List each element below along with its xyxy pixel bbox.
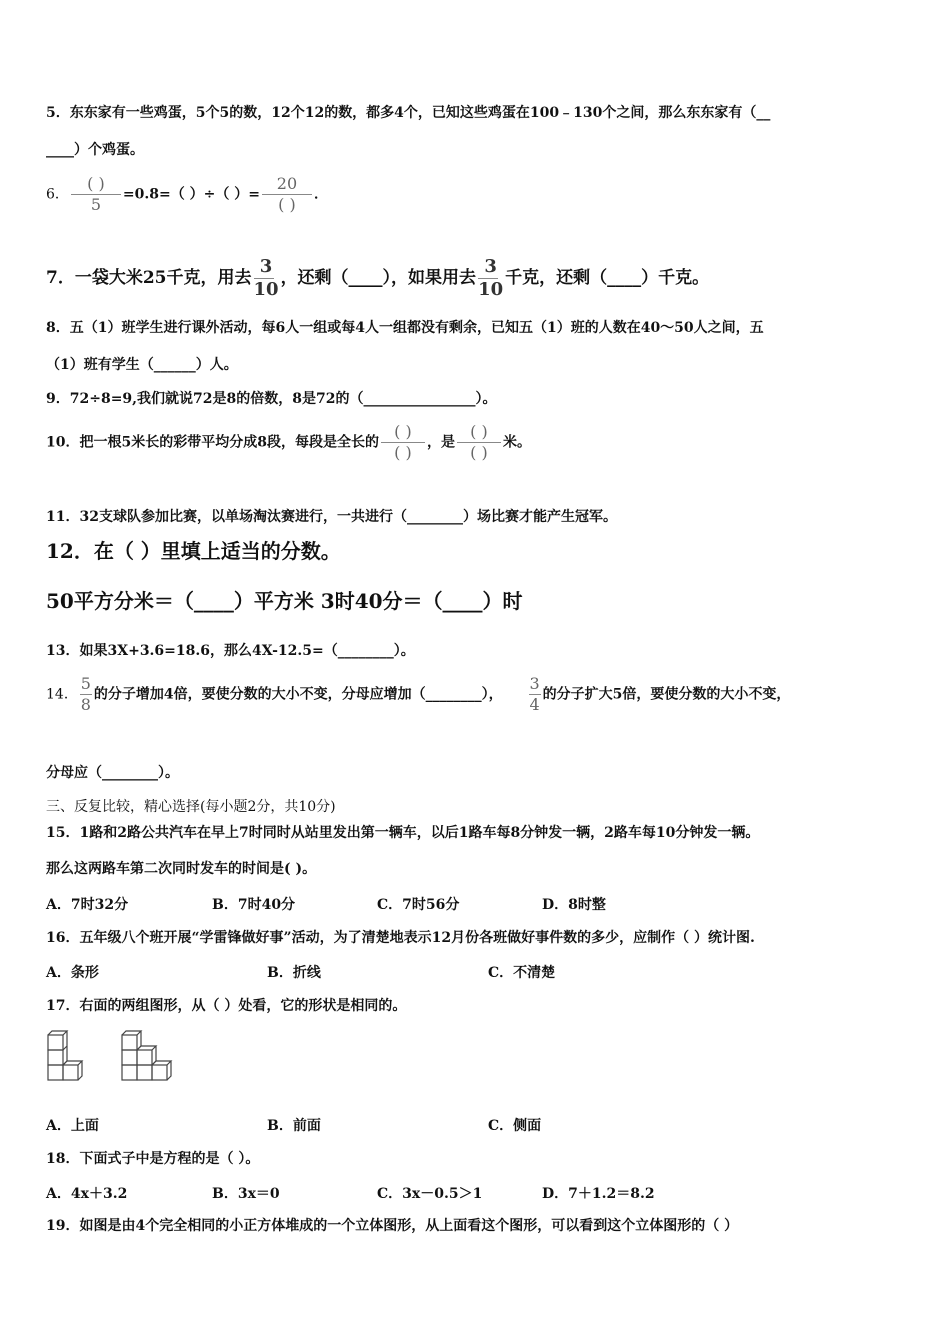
q14-text-b: 的分子扩大5倍，要使分数的大小不变， [542,686,791,703]
q16-option-b[interactable]: B．折线 [267,965,321,981]
q9: 9．72÷8=9,我们就说72是8的倍数，8是72的（________________）。 [46,391,497,407]
q5-line1: 5．东东家有一些鸡蛋，5个5的数，12个12的数，都多4个，已知这些鸡蛋在100﹣130个之间，那么东东家有（__ [46,105,771,121]
q5-line2: ____）个鸡蛋。 [46,142,144,158]
q10-text-a: 10．把一根5米长的彩带平均分成8段，每段是全长的 [46,434,379,451]
q8-line1: 8．五（1）班学生进行课外活动，每6人一组或每4人一组都没有剩余，已知五（1）班的人数在40～50人之间，五 [46,320,764,336]
q11: 11．32支球队参加比赛，以单场淘汰赛进行，一共进行（________）场比赛才能产生冠军。 [46,509,617,525]
q14-line2: 分母应（________）。 [46,765,179,781]
q14-f1-denominator: 8 [80,695,91,714]
q17-option-b[interactable]: B．前面 [267,1118,321,1134]
q6-f2-numerator: 20 [276,174,298,193]
q10-f2-numerator: ( ) [470,422,488,441]
q10 [46,424,531,461]
q7 [46,258,709,299]
q14-f1-numerator: 5 [80,674,91,693]
right-cube-group [122,1031,171,1080]
q18-option-a[interactable]: A．4x＋3.2 [46,1186,128,1202]
section-3-heading: 三、反复比较，精心选择(每小题2分，共10分) [46,799,336,815]
q10-f1-numerator: ( ) [394,422,412,441]
q7-f1-numerator: 3 [259,256,273,277]
q10-text-b: ，是 [426,434,455,451]
q16-option-c[interactable]: C．不清楚 [488,965,556,981]
q6-f2-denominator: ( ) [278,195,296,214]
q6-fraction-2 [262,176,312,213]
q18-option-c[interactable]: C．3x－0.5＞1 [377,1186,483,1202]
q18-option-d[interactable]: D．7＋1.2＝8.2 [542,1186,655,1202]
q19: 19．如图是由4个完全相同的小正方体堆成的一个立体图形，从上面看这个图形，可以看到这个立体图形的（ ） [46,1218,739,1234]
q13: 13．如果3X+3.6=18.6，那么4X-12.5=（________）。 [46,643,415,659]
q6-f1-denominator: 5 [90,195,102,214]
q18-option-b[interactable]: B．3x＝0 [212,1186,280,1202]
q7-f2-numerator: 3 [484,256,497,277]
q7-text-b: ，还剩（____），如果用去 [280,268,477,288]
q15-option-a[interactable]: A．7时32分 [46,897,129,913]
q7-text-a: 7．一袋大米25千克，用去 [46,268,252,288]
q17-option-c[interactable]: C．侧面 [488,1118,542,1134]
q6-f1-numerator: ( ) [87,174,105,193]
q17-cube-figures [46,1030,176,1082]
q17-line1: 17．右面的两组图形，从（ ）处看，它的形状是相同的。 [46,998,407,1014]
left-cube-group [48,1031,82,1080]
q15-option-d[interactable]: D．8时整 [542,897,606,913]
q15-option-b[interactable]: B．7时40分 [212,897,296,913]
q10-fraction-2 [457,424,501,461]
q18-line1: 18．下面式子中是方程的是（ ）。 [46,1151,260,1167]
q17-option-a[interactable]: A．上面 [46,1118,99,1134]
q16-line1: 16．五年级八个班开展“学雷锋做好事”活动，为了清楚地表示12月份各班做好事件数的多少，应制作（ ）统计图. [46,930,755,946]
q16-option-a[interactable]: A．条形 [46,965,99,981]
q12-line2: 50平方分米＝（____）平方米 3时40分＝（____）时 [46,589,523,613]
q7-text-c: 千克，还剩（____）千克。 [505,268,710,288]
q14-f2-numerator: 3 [529,674,540,693]
q6-number: 6． [46,186,69,203]
q14-text-a: 的分子增加4倍，要使分数的大小不变，分母应增加（________）， [93,686,503,703]
q10-f1-denominator: ( ) [394,443,412,462]
q14-fraction-1 [80,676,92,713]
q8-line2: （1）班有学生（______）人。 [46,357,238,373]
q7-f2-denominator: 10 [478,279,504,300]
q6-end: ． [313,186,328,203]
q10-fraction-1 [381,424,425,461]
q7-fraction-2 [478,258,503,299]
q6-fraction-1 [71,176,121,213]
q15-line1: 15．1路和2路公共汽车在早上7时同时从站里发出第一辆车，以后1路车每8分钟发一辆，2路车每10分钟发一辆。 [46,825,760,841]
q14-number: 14． [46,686,78,703]
q6-middle: =0.8=（ ）÷（ ）= [122,186,260,203]
q6 [46,176,328,213]
q14-fraction-2 [529,676,541,713]
q14 [46,676,790,713]
q15-line2: 那么这两路车第二次同时发车的时间是( )。 [46,861,317,877]
q10-f2-denominator: ( ) [470,443,488,462]
q10-text-c: 米。 [502,434,531,451]
q12-line1: 12．在（ ）里填上适当的分数。 [46,539,341,563]
q15-option-c[interactable]: C．7时56分 [377,897,460,913]
q14-f2-denominator: 4 [529,695,540,714]
q7-fraction-1 [254,258,279,299]
q7-f1-denominator: 10 [253,279,279,300]
